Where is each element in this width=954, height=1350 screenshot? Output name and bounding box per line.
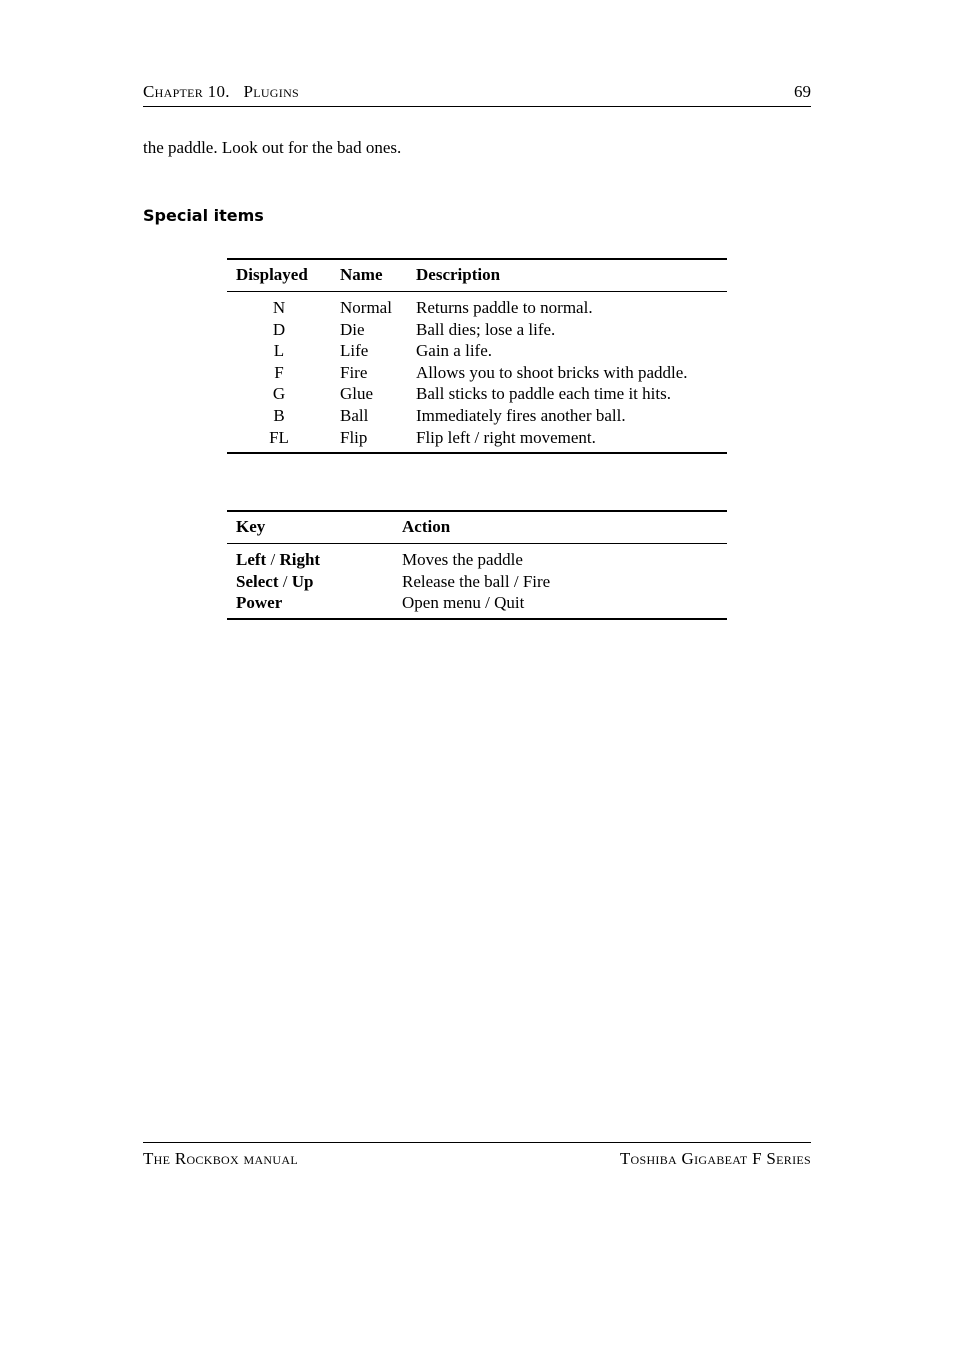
- description-cell: Flip left / right movement.: [416, 427, 596, 447]
- key-separator: /: [266, 550, 280, 569]
- key-secondary: Right: [279, 550, 321, 569]
- column-header-action: Action: [393, 511, 727, 544]
- displayed-cell: N: [272, 298, 286, 317]
- special-items-table: [227, 258, 727, 454]
- displayed-cell: G: [272, 384, 286, 404]
- description-cell: Immediately fires another ball.: [416, 405, 626, 425]
- name-cell: Die: [340, 319, 365, 339]
- key-primary: Left: [236, 550, 267, 569]
- table-row: [227, 340, 727, 362]
- table-row: [227, 362, 727, 384]
- page-footer: [143, 1142, 811, 1168]
- displayed-cell: FL: [269, 427, 289, 447]
- description-cell: Allows you to shoot bricks with paddle.: [416, 362, 688, 382]
- displayed-cell: B: [273, 405, 285, 425]
- table-row: [227, 319, 727, 341]
- action-cell: Moves the paddle: [402, 550, 523, 569]
- name-cell: Fire: [340, 362, 368, 382]
- description-cell: Ball sticks to paddle each time it hits.: [416, 384, 671, 404]
- displayed-cell: F: [274, 362, 284, 382]
- name-cell: Normal: [340, 298, 392, 317]
- description-cell: Returns paddle to normal.: [416, 298, 593, 317]
- page-header: [143, 82, 811, 107]
- table-row: [227, 544, 727, 571]
- action-cell: Open menu / Quit: [402, 593, 525, 613]
- table-row: [227, 292, 727, 319]
- action-cell: Release the ball / Fire: [402, 571, 551, 591]
- displayed-cell: D: [272, 319, 286, 339]
- column-header-name: Name: [331, 259, 407, 292]
- page-number: 69: [794, 82, 811, 101]
- key-cell: [227, 544, 393, 571]
- displayed-cell: L: [273, 341, 285, 361]
- name-cell: Ball: [340, 405, 369, 425]
- key-cell: [227, 571, 393, 593]
- key-separator: /: [278, 571, 292, 591]
- key-primary: Power: [236, 593, 283, 613]
- footer-manual-title: The Rockbox manual: [143, 1149, 298, 1168]
- name-cell: Life: [340, 341, 369, 361]
- intro-paragraph: the paddle. Look out for the bad ones.: [143, 138, 402, 157]
- key-cell: [227, 592, 393, 619]
- name-cell: Glue: [340, 384, 374, 404]
- section-heading: Special items: [143, 206, 264, 225]
- description-cell: Gain a life.: [416, 341, 492, 361]
- footer-device-series: Toshiba Gigabeat F Series: [619, 1149, 811, 1168]
- key-action-table: [227, 510, 727, 620]
- column-header-description: Description: [407, 259, 727, 292]
- table-row: [227, 405, 727, 427]
- key-primary: Select: [236, 571, 279, 591]
- table-row: [227, 592, 727, 619]
- description-cell: Ball dies; lose a life.: [416, 319, 556, 339]
- table-row: [227, 383, 727, 405]
- table-row: [227, 571, 727, 593]
- table-header-row: [227, 259, 727, 292]
- chapter-title: Chapter 10. Plugins: [143, 82, 300, 101]
- table-row: [227, 427, 727, 454]
- column-header-key: Key: [227, 511, 393, 544]
- name-cell: Flip: [340, 427, 368, 447]
- column-header-displayed: Displayed: [227, 259, 331, 292]
- table-header-row: [227, 511, 727, 544]
- key-secondary: Up: [291, 571, 314, 591]
